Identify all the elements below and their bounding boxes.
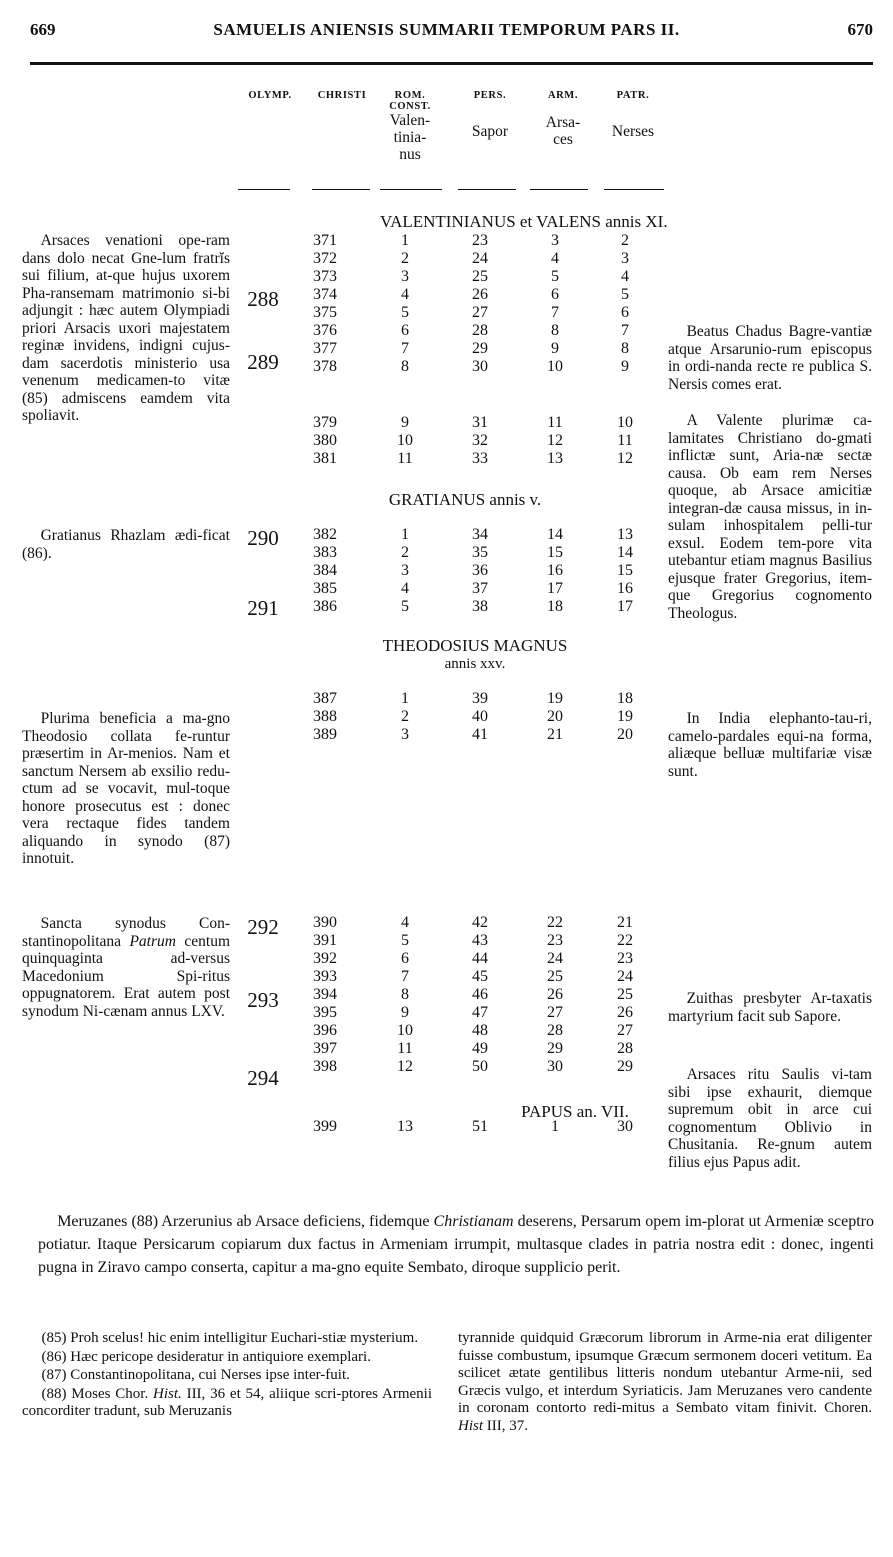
col-rule — [604, 189, 664, 192]
patr-year: 21 — [617, 914, 633, 931]
col-pers-name: Sapor — [471, 123, 509, 140]
pers-year: 28 — [472, 322, 488, 339]
christi-year: 384 — [313, 562, 337, 579]
olymp-number: 288 — [247, 287, 279, 311]
page-number-right: 670 — [847, 20, 873, 39]
col-rom-label: ROM. — [394, 90, 426, 101]
footnote-86: (86) Hæc pericope desideratur in antiquiore exemplari. — [41, 1348, 371, 1365]
paragraph — [38, 1210, 874, 1279]
text: Meruzanes (88) Arzerunius ab Arsace deficiens, fidemque — [57, 1213, 434, 1230]
patr-year: 24 — [617, 968, 633, 985]
christi-year: 383 — [313, 544, 337, 561]
body-paragraph — [38, 1210, 874, 1279]
pers-year: 43 — [472, 932, 488, 949]
patr-year: 30 — [617, 1118, 633, 1135]
pers-year: 23 — [472, 232, 488, 249]
patr-year: 27 — [617, 1022, 633, 1039]
right-note-valente — [668, 412, 872, 622]
arm-year: 15 — [547, 544, 563, 561]
col-arm-name: Arsa- ces — [545, 114, 581, 148]
patr-year: 28 — [617, 1040, 633, 1057]
pers-year: 33 — [472, 450, 488, 467]
pers-year: 25 — [472, 268, 488, 285]
arm-year: 21 — [547, 726, 563, 743]
patr-year: 26 — [617, 1004, 633, 1021]
col-rule — [312, 189, 370, 192]
christi-year: 393 — [313, 968, 337, 985]
header-rule — [30, 62, 873, 65]
pers-year: 31 — [472, 414, 488, 431]
patr-year: 23 — [617, 950, 633, 967]
col-rom-sub: CONST. — [389, 101, 431, 112]
rom-year: 7 — [401, 968, 409, 985]
rom-year: 3 — [401, 726, 409, 743]
footnote-88-continued — [458, 1330, 872, 1435]
patr-year: 22 — [617, 932, 633, 949]
paragraph: In India elephanto-tau-ri, camelo-pardales equi-na forma, aliæque belluæ multifariæ visæ sunt. — [668, 710, 872, 780]
pers-year: 34 — [472, 526, 488, 543]
rom-year: 1 — [401, 690, 409, 707]
rom-year: 4 — [401, 914, 409, 931]
rom-year: 11 — [397, 1040, 413, 1057]
arm-year: 23 — [547, 932, 563, 949]
pers-year: 26 — [472, 286, 488, 303]
rom-year: 11 — [397, 450, 413, 467]
col-christi: CHRISTI — [317, 90, 367, 101]
arm-year: 1 — [551, 1118, 559, 1135]
text: (88) Moses Chor. — [41, 1385, 153, 1402]
rom-year: 5 — [401, 932, 409, 949]
arm-year: 4 — [551, 250, 559, 267]
paragraph: Zuithas presbyter Ar-taxatis martyrium facit sub Sapore. — [668, 990, 872, 1025]
text: tyrannide quidquid Græcorum librorum in Arme-nia erat diligenter fuisse combustum, ipsumque Græcum sermonem doceri vetitum. Ea scilicet ætate gentilibus litteris nondum utebantur Arme-nii, sed Græcis vulgo, et interdum Syriaticis. Jam Meruzanes vero candente in coronam contorto redi-mitus a Sembato vitam finivit. Choren. — [458, 1330, 872, 1416]
patr-year: 15 — [617, 562, 633, 579]
christi-year: 390 — [313, 914, 337, 931]
pers-year: 39 — [472, 690, 488, 707]
left-note-theodosius — [22, 710, 230, 868]
right-note-chadus — [668, 323, 872, 393]
rom-year: 2 — [401, 544, 409, 561]
section-years: annis xxv. — [444, 656, 506, 672]
rom-year: 8 — [401, 358, 409, 375]
arm-year: 14 — [547, 526, 563, 543]
olymp-number: 291 — [247, 596, 279, 620]
rom-year: 3 — [401, 268, 409, 285]
rom-year: 10 — [397, 432, 413, 449]
page-number-left: 669 — [30, 20, 56, 39]
col-rule — [458, 189, 516, 192]
patr-year: 8 — [621, 340, 629, 357]
col-arm — [533, 90, 593, 148]
christi-year: 382 — [313, 526, 337, 543]
rom-year: 7 — [401, 340, 409, 357]
arm-year: 11 — [547, 414, 563, 431]
christi-year: 377 — [313, 340, 337, 357]
col-olymp: OLYMP. — [248, 90, 292, 101]
rom-year: 6 — [401, 950, 409, 967]
left-note-arsaces — [22, 232, 230, 425]
pers-year: 47 — [472, 1004, 488, 1021]
paragraph: Plurima beneficia a ma-gno Theodosio collata fe-runtur præsertim in Ar-menios. Nam et sanctum Nersem ab exsilio redu-ctum ad se vocavit, mul-toque honore prosecutus est : donec vera rectaque fides tandem aliquando in synodo (87) innotuit. — [22, 710, 230, 867]
pers-year: 51 — [472, 1118, 488, 1135]
arm-year: 30 — [547, 1058, 563, 1075]
arm-year: 6 — [551, 286, 559, 303]
rom-year: 9 — [401, 414, 409, 431]
rom-year: 3 — [401, 562, 409, 579]
rom-year: 2 — [401, 250, 409, 267]
footnote-88 — [22, 1386, 432, 1421]
arm-year: 25 — [547, 968, 563, 985]
paragraph: Gratianus Rhazlam ædi-ficat (86). — [22, 527, 230, 562]
arm-year: 29 — [547, 1040, 563, 1057]
patr-year: 10 — [617, 414, 633, 431]
christi-year: 397 — [313, 1040, 337, 1057]
paragraph: Arsaces venationi ope-ram dans dolo necat Gne-lum fratrĭs sui filium, at-que hujus uxorem Pha-ransemam matrimonio si-bi adjungit : hæc autem Olympiadi priori Arsacis uxori majestatem reginæ invidens, indigni cujus-dam sacerdotis ministerio usa venenum medicamen-to vitæ (85) admiscens eamdem vita spoliavit. — [22, 232, 230, 424]
arm-year: 7 — [551, 304, 559, 321]
arm-year: 3 — [551, 232, 559, 249]
pers-year: 29 — [472, 340, 488, 357]
arm-year: 16 — [547, 562, 563, 579]
christi-year: 386 — [313, 598, 337, 615]
christi-year: 378 — [313, 358, 337, 375]
patr-year: 17 — [617, 598, 633, 615]
patr-year: 25 — [617, 986, 633, 1003]
pers-year: 24 — [472, 250, 488, 267]
text: III, 37. — [483, 1417, 529, 1434]
rom-year: 2 — [401, 708, 409, 725]
arm-year: 26 — [547, 986, 563, 1003]
col-arm-label: ARM. — [547, 90, 579, 101]
pers-year: 44 — [472, 950, 488, 967]
left-note-synodus — [22, 915, 230, 1020]
col-rom — [380, 90, 440, 163]
arm-year: 20 — [547, 708, 563, 725]
col-rule — [238, 189, 290, 192]
pers-year: 27 — [472, 304, 488, 321]
patr-year: 4 — [621, 268, 629, 285]
olymp-number: 293 — [247, 988, 279, 1012]
rom-year: 9 — [401, 1004, 409, 1021]
olymp-number: 290 — [247, 526, 279, 550]
pers-year: 50 — [472, 1058, 488, 1075]
christi-year: 394 — [313, 986, 337, 1003]
pers-year: 49 — [472, 1040, 488, 1057]
christi-year: 372 — [313, 250, 337, 267]
rom-year: 8 — [401, 986, 409, 1003]
arm-year: 18 — [547, 598, 563, 615]
olymp-number: 292 — [247, 915, 279, 939]
italic-text: Hist. — [153, 1385, 182, 1402]
footnotes-right — [458, 1330, 872, 1436]
patr-year: 29 — [617, 1058, 633, 1075]
pers-year: 46 — [472, 986, 488, 1003]
rom-year: 4 — [401, 580, 409, 597]
text: Sancta synodus Con-stantinopolitana — [22, 915, 230, 950]
section-theodosius — [340, 637, 610, 673]
left-note-gratianus — [22, 527, 230, 562]
pers-year: 37 — [472, 580, 488, 597]
patr-year: 13 — [617, 526, 633, 543]
pers-year: 32 — [472, 432, 488, 449]
pers-year: 45 — [472, 968, 488, 985]
text: III, 36 et 54, aliique scri-ptores Armenii concorditer tradunt, sub Meruzanis — [22, 1385, 432, 1419]
christi-year: 399 — [313, 1118, 337, 1135]
footnotes-left — [22, 1330, 432, 1422]
right-note-arsaces-ritu — [668, 1066, 872, 1171]
arm-year: 28 — [547, 1022, 563, 1039]
patr-year: 7 — [621, 322, 629, 339]
rom-year: 5 — [401, 598, 409, 615]
christi-year: 396 — [313, 1022, 337, 1039]
text: centum quinquaginta ad-versus Macedonium Spi-ritus oppugnatorem. Erat autem post synodum Ni-cænam annus LXV. — [22, 932, 231, 1020]
patr-year: 19 — [617, 708, 633, 725]
patr-year: 9 — [621, 358, 629, 375]
olymp-number: 289 — [247, 350, 279, 374]
rom-year: 1 — [401, 526, 409, 543]
section-years: XI. — [645, 212, 668, 231]
italic-text: Patrum — [129, 932, 176, 950]
paragraph: A Valente plurimæ ca-lamitates Christiano do-gmati inflictæ sunt, Aria-næ sectæ causa. Ob eam rem Nerses quoque, ab Arsace amicitiæ integran-dæ causa missus, in in-sulam inhospitalem pelli-tur exsul. Eodem tem-pore vita utebantur etiam magnus Basilius ejusque frater Gregorius, item-que Gregorius cognomento Theologus. — [668, 412, 872, 622]
section-gratianus: GRATIANUS annis v. — [388, 490, 542, 509]
col-patr-label: PATR. — [616, 90, 650, 101]
patr-year: 2 — [621, 232, 629, 249]
rom-year: 10 — [397, 1022, 413, 1039]
paragraph — [22, 915, 230, 1020]
arm-year: 10 — [547, 358, 563, 375]
arm-year: 17 — [547, 580, 563, 597]
patr-year: 5 — [621, 286, 629, 303]
arm-year: 8 — [551, 322, 559, 339]
table-row — [0, 690, 893, 708]
christi-year: 392 — [313, 950, 337, 967]
rom-year: 1 — [401, 232, 409, 249]
col-pers — [460, 90, 520, 141]
christi-year: 398 — [313, 1058, 337, 1075]
arm-year: 5 — [551, 268, 559, 285]
rom-year: 13 — [397, 1118, 413, 1135]
col-pers-label: PERS. — [473, 90, 507, 101]
arm-year: 27 — [547, 1004, 563, 1021]
pers-year: 48 — [472, 1022, 488, 1039]
pers-year: 35 — [472, 544, 488, 561]
col-rom-name: Valen- tinia- nus — [389, 112, 431, 163]
arm-year: 13 — [547, 450, 563, 467]
christi-year: 380 — [313, 432, 337, 449]
table-row — [0, 1040, 893, 1058]
arm-year: 22 — [547, 914, 563, 931]
arm-year: 12 — [547, 432, 563, 449]
col-patr-name: Nerses — [611, 123, 655, 140]
patr-year: 6 — [621, 304, 629, 321]
christi-year: 391 — [313, 932, 337, 949]
footnote-87: (87) Constantinopolitana, cui Nerses ipse inter-fuit. — [41, 1367, 350, 1383]
christi-year: 385 — [313, 580, 337, 597]
col-rule — [380, 189, 442, 192]
paragraph: Arsaces ritu Saulis vi-tam sibi ipse exhaurit, diemque supremum obit in arce cui cognomentum Oblivio in Chusitania. Re-gnum autem filius ejus Papus adit. — [668, 1066, 872, 1171]
text: deserens, Persarum opem im-plorat ut Armeniæ sceptro potiatur. Itaque Persicarum copiarum dux factus in Armeniam irrumpit, multasque clades in patria nostra edit : donec, ingenti pugna in Ziravo campo conserta, capitur a ma-gno equite Sembato, diroque supplicio perit. — [38, 1213, 874, 1276]
rom-year: 5 — [401, 304, 409, 321]
paragraph: Beatus Chadus Bagre-vantiæ atque Arsarunio-rum episcopus in ordi-nanda recte re publica S. Nersis comes erat. — [668, 323, 872, 393]
christi-year: 388 — [313, 708, 337, 725]
pers-year: 30 — [472, 358, 488, 375]
page-header — [0, 20, 893, 46]
footnote-85: (85) Proh scelus! hic enim intelligitur Euchari-stiæ mysterium. — [41, 1330, 419, 1346]
pers-year: 42 — [472, 914, 488, 931]
christi-year: 387 — [313, 690, 337, 707]
christi-year: 371 — [313, 232, 337, 249]
rom-year: 12 — [397, 1058, 413, 1075]
patr-year: 3 — [621, 250, 629, 267]
christi-year: 381 — [313, 450, 337, 467]
section-papus: PAPUS an. VII. — [521, 1102, 629, 1121]
section-title: THEODOSIUS MAGNUS — [382, 636, 568, 655]
rom-year: 4 — [401, 286, 409, 303]
col-rule — [530, 189, 588, 192]
right-note-zuithas — [668, 990, 872, 1025]
christi-year: 395 — [313, 1004, 337, 1021]
italic-text: Christianam — [433, 1213, 514, 1230]
olymp-number: 294 — [247, 1066, 279, 1090]
arm-year: 19 — [547, 690, 563, 707]
rom-year: 6 — [401, 322, 409, 339]
christi-year: 375 — [313, 304, 337, 321]
section-title: VALENTINIANUS et VALENS annis — [380, 212, 646, 231]
right-note-india — [668, 710, 872, 780]
patr-year: 11 — [617, 432, 633, 449]
pers-year: 40 — [472, 708, 488, 725]
pers-year: 41 — [472, 726, 488, 743]
arm-year: 9 — [551, 340, 559, 357]
patr-year: 16 — [617, 580, 633, 597]
col-patr — [603, 90, 663, 141]
italic-text: Hist — [458, 1417, 484, 1434]
pers-year: 36 — [472, 562, 488, 579]
patr-year: 18 — [617, 690, 633, 707]
running-title: SAMUELIS ANIENSIS SUMMARII TEMPORUM PARS II. — [213, 20, 680, 39]
patr-year: 12 — [617, 450, 633, 467]
christi-year: 389 — [313, 726, 337, 743]
patr-year: 20 — [617, 726, 633, 743]
arm-year: 24 — [547, 950, 563, 967]
section-valentinianus — [380, 212, 668, 232]
patr-year: 14 — [617, 544, 633, 561]
pers-year: 38 — [472, 598, 488, 615]
christi-year: 374 — [313, 286, 337, 303]
christi-year: 376 — [313, 322, 337, 339]
christi-year: 379 — [313, 414, 337, 431]
christi-year: 373 — [313, 268, 337, 285]
